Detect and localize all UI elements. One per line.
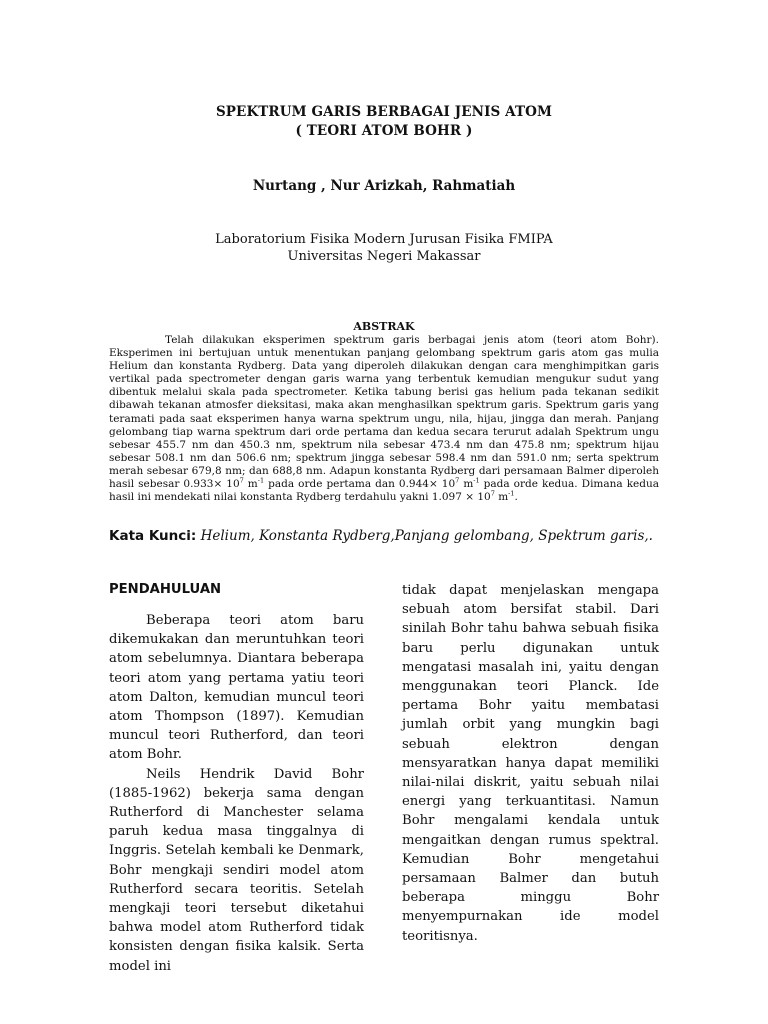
- abstract-body: [109, 334, 659, 504]
- exponent: 7: [455, 476, 460, 485]
- keywords-label: Kata Kunci:: [109, 528, 197, 544]
- abstract-text: pada orde pertama dan 0.944× 10: [264, 478, 456, 491]
- section-heading: PENDAHULUAN: [109, 582, 222, 597]
- affiliation-line-2: Universitas Negeri Makassar: [287, 249, 481, 264]
- author-list: Nurtang , Nur Arizkah, Rahmatiah: [252, 178, 516, 194]
- abstract-text: m: [243, 478, 258, 491]
- exponent: -1: [473, 476, 480, 485]
- abstract-text: .: [514, 491, 518, 504]
- abstract-text: m: [494, 491, 509, 504]
- right-column: [402, 581, 659, 946]
- paper-subtitle: ( TEORI ATOM BOHR ): [295, 123, 473, 139]
- abstract-text: pada orde kedua. Dimana kedua hasil ini mendekati nilai konstanta Rydberg terdahulu yakni 1.097 × 10: [109, 478, 660, 504]
- affiliation-line-1: Laboratorium Fisika Modern Jurusan Fisika FMIPA: [215, 232, 553, 247]
- paragraph: tidak dapat menjelaskan mengapa sebuah atom bersifat stabil. Dari sinilah Bohr tahu bahwa sebuah fisika baru perlu digunakan untuk mengatasi masalah ini, yaitu dengan menggunakan teori Planck. Ide pertama Bohr yaitu membatasi jumlah orbit yang mungkin bagi sebuah elektron dengan mensyaratkan hanya dapat memiliki nilai-nilai diskrit, yaitu sebuah nilai energi yang terkuantitasi. Namun Bohr mengalami kendala untuk mengaitkan dengan rumus spektral. Kemudian Bohr mengetahui persamaan Balmer dan butuh beberapa minggu Bohr menyempurnakan ide model teoritisnya.: [402, 583, 659, 944]
- abstract-text: m: [459, 478, 474, 491]
- paper-title: SPEKTRUM GARIS BERBAGAI JENIS ATOM: [215, 104, 553, 120]
- paragraph: Beberapa teori atom baru dikemukakan dan meruntuhkan teori atom sebelumnya. Diantara beberapa teori atom yang pertama yatiu teori atom Dalton, kemudian muncul teori atom Thompson (1897). Kemudian muncul teori Rutherford, dan teori atom Bohr.: [109, 613, 364, 763]
- exponent: 7: [490, 489, 495, 498]
- exponent: 7: [239, 476, 244, 485]
- keywords: [109, 528, 669, 544]
- keywords-value: Helium, Konstanta Rydberg,Panjang gelombang, Spektrum garis,.: [196, 528, 653, 544]
- paragraph: Neils Hendrik David Bohr (1885-1962) bekerja sama dengan Rutherford di Manchester selama paruh kedua masa tinggalnya di Inggris. Setelah kembali ke Denmark, Bohr mengkaji sendiri model atom Rutherford secara teoritis. Setelah mengkaji teori tersebut diketahui bahwa model atom Rutherford tidak konsisten dengan fisika kalsik. Serta model ini: [109, 766, 364, 974]
- abstract-heading: ABSTRAK: [353, 320, 415, 333]
- exponent: -1: [257, 476, 265, 485]
- exponent: -1: [508, 489, 515, 498]
- left-column: [109, 580, 364, 976]
- abstract-text: Telah dilakukan eksperimen spektrum garis berbagai jenis atom (teori atom Bohr). Eksperimen ini bertujuan untuk menentukan panjang gelombang spektrum garis atom gas mulia Helium dan konstanta Rydberg. Data yang diperoleh dilakukan dengan cara menghimpitkan garis vertikal pada spectrometer dengan garis warna yang terbentuk kemudian mengukur sudut yang dibentuk melalui skala pada spectrometer. Ketika tabung berisi gas helium pada tekanan sedikit dibawah tekanan atmosfer dieksitasi, maka akan menghasilkan spektrum garis. Spektrum garis yang teramati pada saat eksperimen hanya warna spektrum ungu, nila, hijau, jingga dan merah. Panjang gelombang tiap warna spektrum dari orde pertama dan kedua secara terurut adalah Spektrum ungu sebesar 455.7 nm dan 450.3 nm, spektrum nila sebesar 473.4 nm dan 475.8 nm; spektrum hijau sebesar 508.1 nm dan 506.6 nm; spektrum jingga sebesar 598.4 nm dan 591.0 nm; serta spektrum merah sebesar 679,8 nm; dan 688,8 nm. Adapun konstanta Rydberg dari persamaan Balmer diperoleh hasil sebesar 0.933× 10: [109, 334, 659, 491]
